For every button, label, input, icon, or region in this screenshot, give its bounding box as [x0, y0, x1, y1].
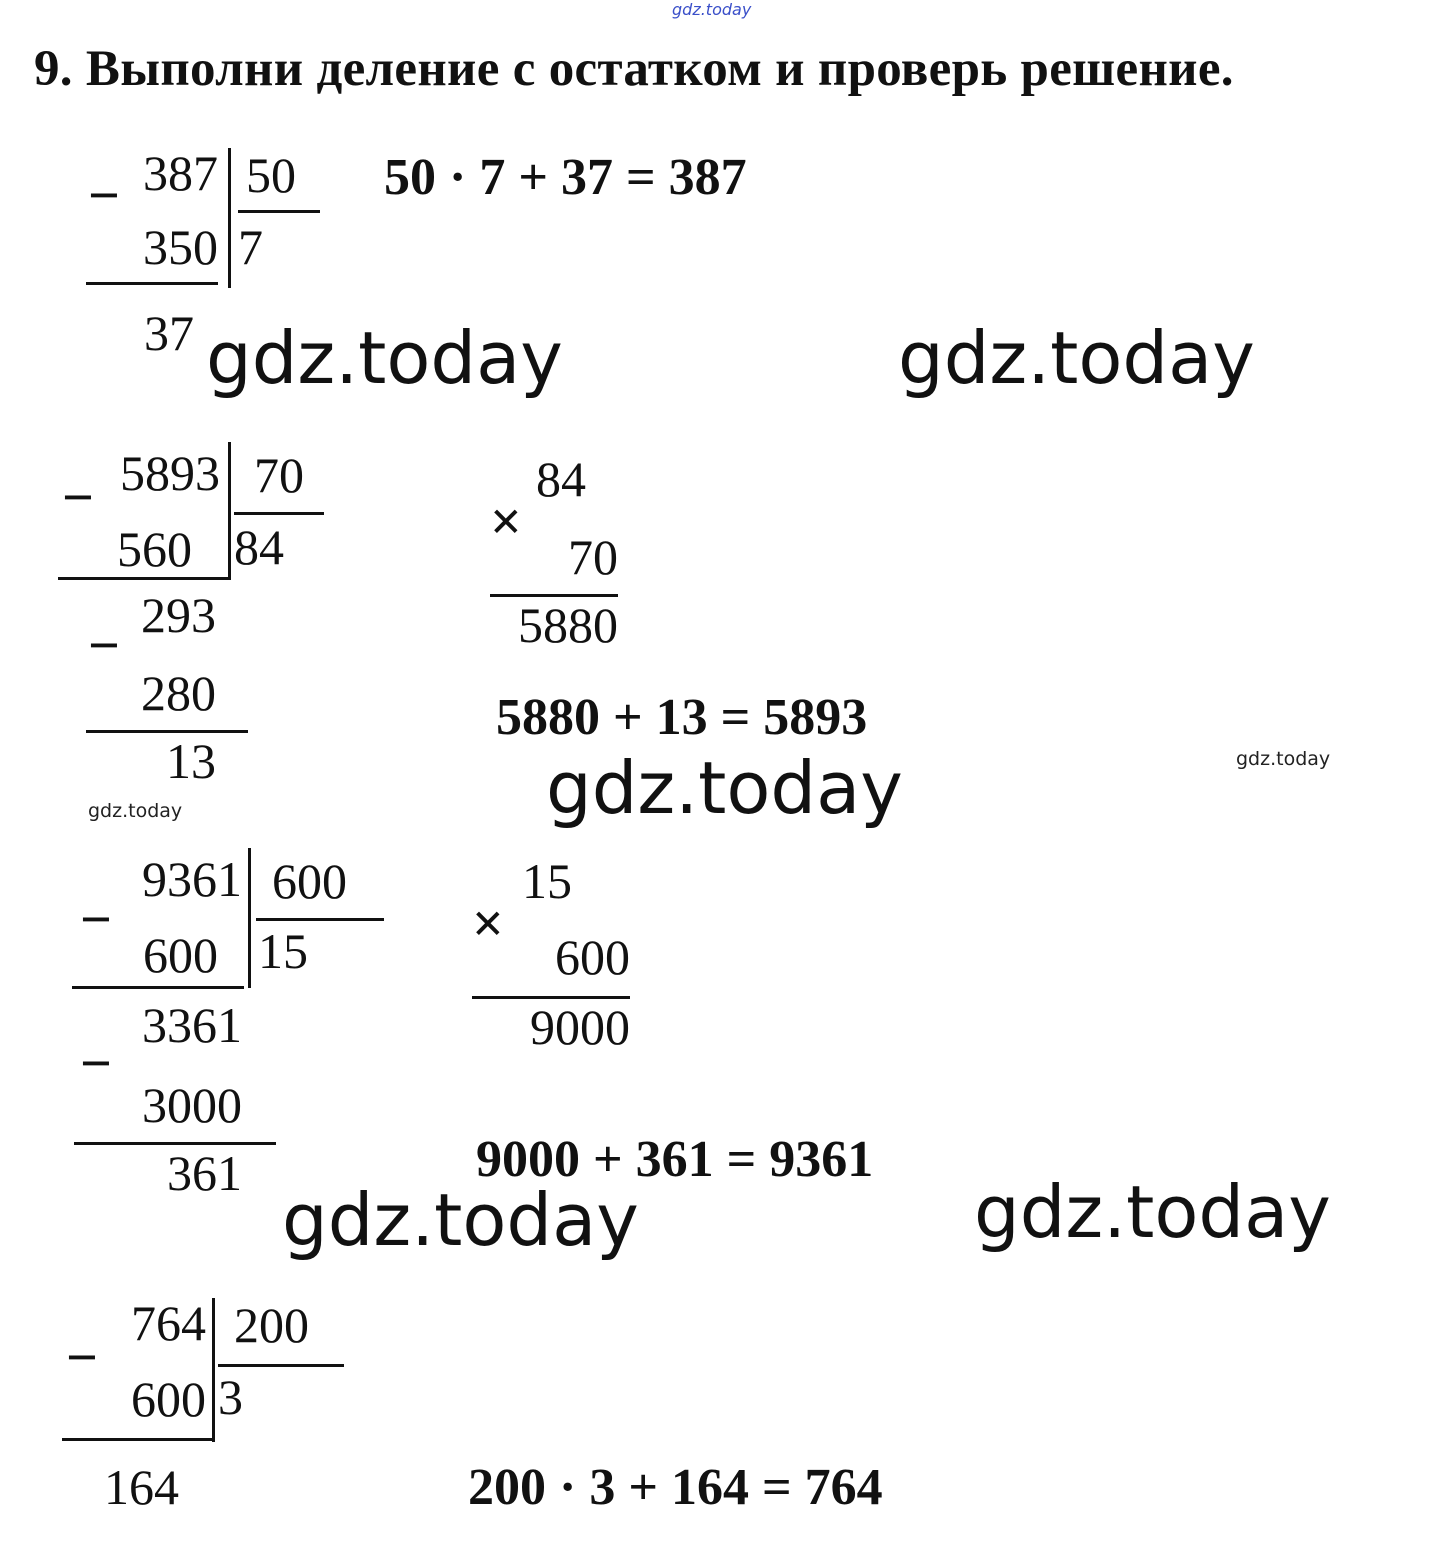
- divisor: 70: [254, 447, 304, 503]
- times-sign: ×: [472, 893, 504, 955]
- subtrahend-1: 560: [117, 521, 192, 577]
- subtrahend-1: 600: [143, 927, 218, 983]
- product: 9000: [530, 999, 630, 1055]
- quotient: 7: [238, 219, 263, 275]
- subtrahend-2: 280: [141, 665, 216, 721]
- task-title: 9. Выполни деление с остатком и проверь решение.: [34, 41, 1234, 97]
- check-equation: 200 · 3 + 164 = 764: [468, 1459, 883, 1516]
- dividend: 387: [143, 145, 218, 201]
- division-bar: [228, 442, 231, 580]
- check-equation: 9000 + 361 = 9361: [476, 1131, 874, 1188]
- subtraction-line-1: [72, 986, 244, 989]
- watermark-top: gdz.today: [672, 0, 752, 19]
- times-sign: ×: [490, 491, 522, 553]
- subtrahend: 600: [131, 1371, 206, 1427]
- quotient: 15: [258, 923, 308, 979]
- multiplier: 600: [555, 929, 630, 985]
- quotient: 3: [218, 1369, 243, 1425]
- subtraction-line: [86, 282, 218, 285]
- minus-sign: −: [80, 889, 112, 951]
- minus-sign: −: [88, 165, 120, 227]
- watermark: gdz.today: [546, 746, 903, 830]
- watermark: gdz.today: [1236, 1518, 1331, 1540]
- division-bar: [248, 848, 251, 988]
- divisor: 600: [272, 853, 347, 909]
- watermark: gdz.today: [974, 1170, 1331, 1254]
- watermark: gdz.today: [1236, 748, 1331, 770]
- remainder: 164: [104, 1459, 179, 1515]
- divisor-line: [256, 918, 384, 921]
- multiplier: 70: [568, 529, 618, 585]
- partial-dividend: 3361: [142, 997, 242, 1053]
- remainder: 37: [144, 305, 194, 361]
- multiplicand: 84: [536, 451, 586, 507]
- watermark: gdz.today: [282, 1178, 639, 1262]
- division-bar: [212, 1298, 215, 1442]
- subtraction-line: [62, 1438, 212, 1441]
- divisor: 200: [234, 1297, 309, 1353]
- dividend: 5893: [120, 445, 220, 501]
- minus-sign: −: [66, 1327, 98, 1389]
- check-equation: 5880 + 13 = 5893: [496, 689, 868, 746]
- partial-dividend: 293: [141, 587, 216, 643]
- division-bar: [228, 148, 231, 288]
- check-equation: 50 · 7 + 37 = 387: [384, 149, 747, 206]
- subtrahend-2: 3000: [142, 1077, 242, 1133]
- remainder: 13: [166, 733, 216, 789]
- minus-sign: −: [80, 1033, 112, 1095]
- product: 5880: [518, 597, 618, 653]
- remainder: 361: [167, 1145, 242, 1201]
- watermark: gdz.today: [88, 800, 183, 822]
- watermark: gdz.today: [898, 316, 1255, 400]
- divisor-line: [218, 1364, 344, 1367]
- subtraction-line-1: [58, 577, 228, 580]
- quotient: 84: [234, 519, 284, 575]
- minus-sign: −: [62, 467, 94, 529]
- divisor-line: [234, 512, 324, 515]
- watermark: gdz.today: [206, 316, 563, 400]
- divisor-line: [238, 210, 320, 213]
- subtrahend: 350: [143, 219, 218, 275]
- multiplicand: 15: [522, 853, 572, 909]
- dividend: 764: [131, 1295, 206, 1351]
- dividend: 9361: [142, 851, 242, 907]
- divisor: 50: [246, 147, 296, 203]
- minus-sign: −: [88, 615, 120, 677]
